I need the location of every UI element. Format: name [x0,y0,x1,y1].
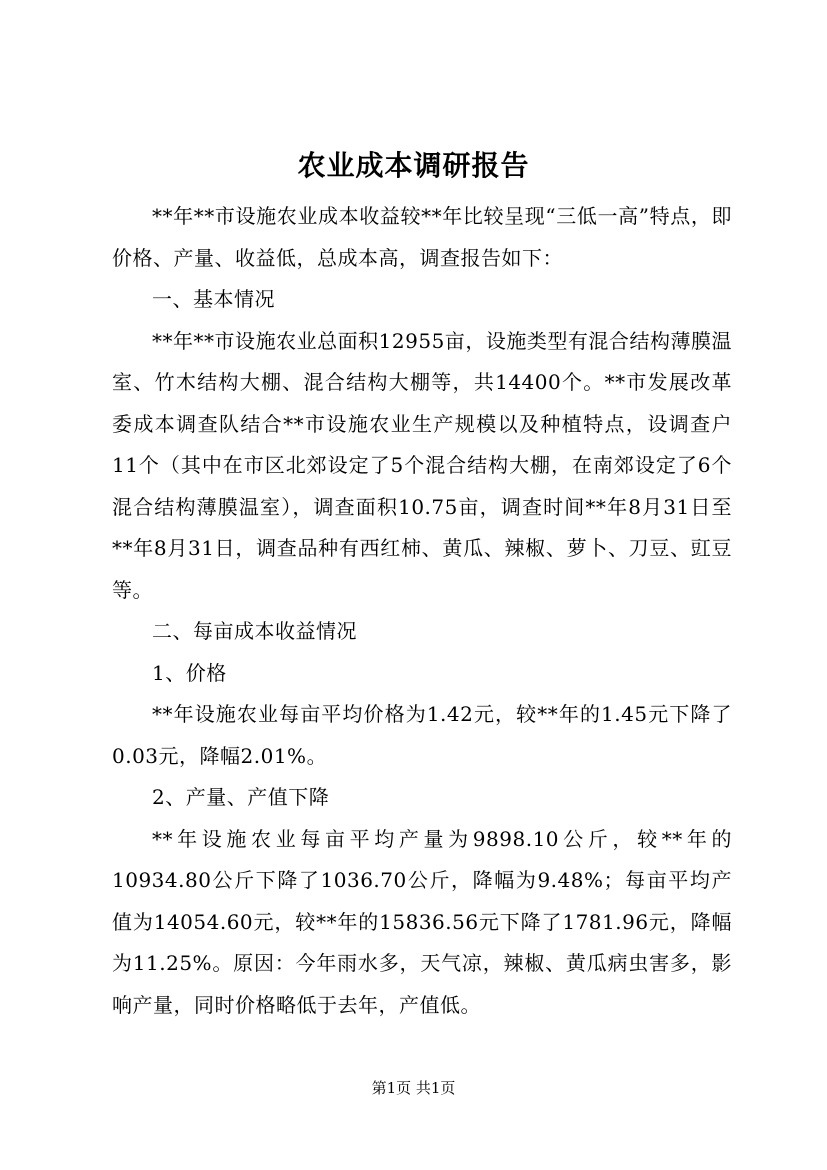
intro-paragraph: **年**市设施农业成本收益较**年比较呈现“三低一高”特点，即价格、产量、收益低，总成本高，调查报告如下： [112,204,732,270]
subheading-output: 2、产量、产值下降 [152,785,330,809]
section-heading-cost: 二、每亩成本收益情况 [152,619,357,643]
document-body [112,196,732,1026]
document-title: 农业成本调研报告 [297,149,530,182]
basic-info-paragraph: **年**市设施农业总面积12955亩，设施类型有混合结构薄膜温室、竹木结构大棚、混合结构大棚等，共14400个。**市发展改革委成本调查队结合**市设施农业生产规模以及种植特点，设调查户11个（其中在市区北郊设定了5个混合结构大棚，在南郊设定了6个混合结构薄膜温室），调查面积10.75亩，调查时间**年8月31日至**年8月31日，调查品种有西红柿、黄瓜、辣椒、萝卜、刀豆、豇豆等。 [112,328,732,602]
page-footer: 第1页 共1页 [371,1079,456,1097]
output-paragraph: **年设施农业每亩平均产量为9898.10公斤，较**年的10934.80公斤下降了1036.70公斤，降幅为9.48%；每亩平均产值为14054.60元，较**年的15836.56元下降了1781.96元，降幅为11.25%。原因：今年雨水多，天气凉，辣椒、黄瓜病虫害多，影响产量，同时价格略低于去年，产值低。 [112,826,732,1017]
subheading-price: 1、价格 [152,660,227,685]
price-paragraph: **年设施农业每亩平均价格为1.42元，较**年的1.45元下降了0.03元，降幅2.01%。 [112,702,732,768]
section-heading-basic: 一、基本情况 [152,287,275,311]
